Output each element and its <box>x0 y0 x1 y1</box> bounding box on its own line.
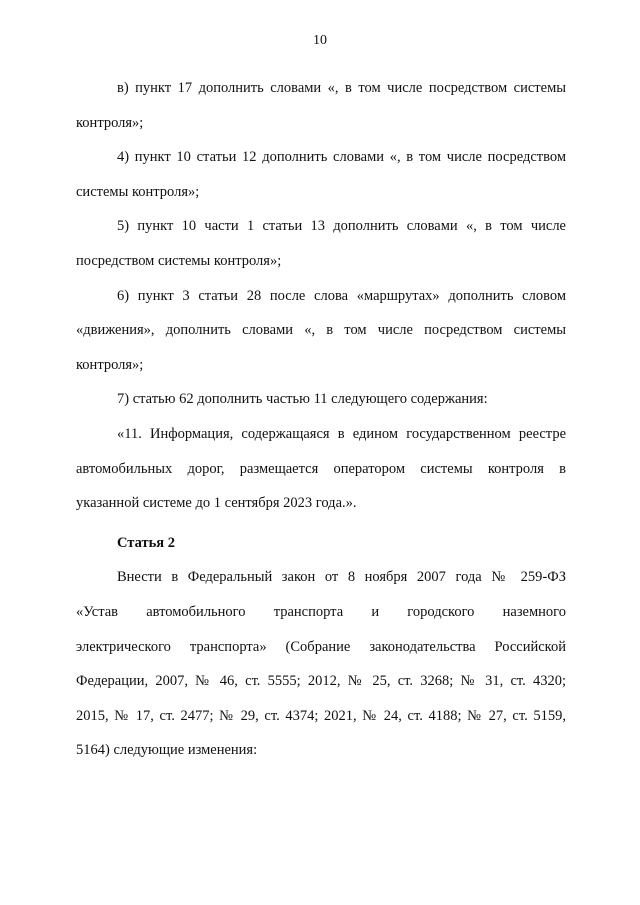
text-line: 6) пункт 3 статьи 28 после слова «маршрутах» дополнить словом <box>117 287 566 304</box>
amendment-item-7 <box>76 389 566 424</box>
text-line: 5164) следующие изменения: <box>76 742 258 759</box>
text-line: системы контроля»; <box>76 183 200 200</box>
text-line: электрического транспорта» (Собрание законодательства Российской <box>76 638 566 655</box>
text-line: автомобильных дорог, размещается оператором системы контроля в <box>76 460 566 477</box>
text-line: указанной системе до 1 сентября 2023 года.». <box>76 495 357 512</box>
text-line: «Устав автомобильного транспорта и городского наземного <box>76 603 566 620</box>
text-line: контроля»; <box>76 356 144 373</box>
text-line: посредством системы контроля»; <box>76 252 282 269</box>
text-line: контроля»; <box>76 114 144 131</box>
article-2-heading-block <box>76 533 566 568</box>
quoted-part-11 <box>76 424 566 528</box>
amendment-item-5 <box>76 216 566 285</box>
text-line: «11. Информация, содержащаяся в едином государственном реестре <box>117 425 566 442</box>
text-line: 7) статью 62 дополнить частью 11 следующего содержания: <box>117 391 488 408</box>
text-line: 5) пункт 10 части 1 статьи 13 дополнить словами «, в том числе <box>117 218 566 235</box>
text-line: 4) пункт 10 статьи 12 дополнить словами «, в том числе посредством <box>117 149 566 166</box>
article-2-text <box>76 567 566 775</box>
article-heading: Статья 2 <box>117 534 175 551</box>
amendment-item-6 <box>76 286 566 390</box>
page-number: 10 <box>313 33 327 48</box>
text-line: Внести в Федеральный закон от 8 ноября 2007 года № 259-ФЗ <box>117 569 566 586</box>
amendment-item-v <box>76 78 566 147</box>
text-line: «движения», дополнить словами «, в том числе посредством системы <box>76 322 566 339</box>
text-line: в) пункт 17 дополнить словами «, в том числе посредством системы <box>117 80 566 96</box>
document-body <box>76 78 566 775</box>
text-line: Федерации, 2007, № 46, ст. 5555; 2012, № 25, ст. 3268; № 31, ст. 4320; <box>76 673 566 690</box>
amendment-item-4 <box>76 147 566 216</box>
text-line: 2015, № 17, ст. 2477; № 29, ст. 4374; 2021, № 24, ст. 4188; № 27, ст. 5159, <box>76 707 566 724</box>
